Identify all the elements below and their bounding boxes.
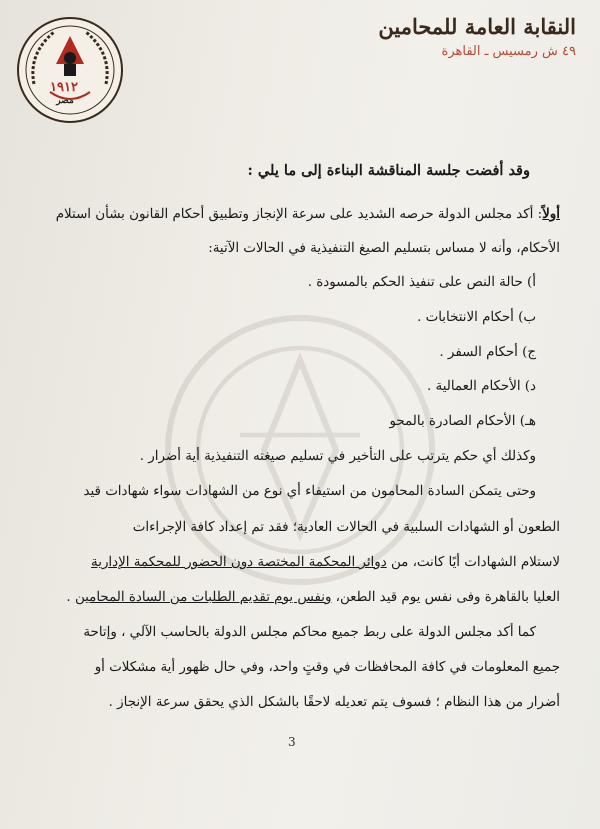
certificates-line-3 <box>50 555 560 570</box>
case-item: أ) حالة النص على تنفيذ الحكم بالمسودة . <box>307 275 536 290</box>
organization-title: النقابة العامة للمحامين <box>378 14 576 39</box>
section-heading: وقد أفضت جلسة المناقشة البناءة إلى ما يلي : <box>247 162 530 179</box>
case-item: د) الأحكام العمالية . <box>427 379 536 394</box>
certificates-underlined-text: دوائر المحكمة المختصة دون الحضور للمحكمة الإدارية <box>91 555 387 570</box>
certificates-line-4-text: العليا بالقاهرة وفى نفس يوم قيد الطعن، <box>331 590 560 605</box>
harm-paragraph: وكذلك أي حكم يترتب على التأخير في تسليم صيغته التنفيذية أية أضرار . <box>139 449 536 464</box>
page-number: 3 <box>288 735 296 749</box>
case-item: ج) أحكام السفر . <box>439 345 536 360</box>
linking-line-3: أضرار من هذا النظام ؛ فسوف يتم تعديله لاحقًا بالشكل الذي يحقق سرعة الإنجاز . <box>108 695 560 710</box>
certificates-line-1: وحتى يتمكن السادة المحامون من استيفاء أي نوع من الشهادات سواء شهادات قيد <box>83 484 536 499</box>
bar-association-logo-icon <box>14 14 126 126</box>
linking-line-2: جميع المعلومات في كافة المحافظات في وقتٍ واحد، وفي حال ظهور أية مشكلات أو <box>94 660 560 675</box>
certificates-underlined-text-2: ونفس يوم تقديم الطلبات من السادة المحامين <box>74 590 332 605</box>
case-item: هـ) الأحكام الصادرة بالمحو <box>389 414 536 429</box>
logo-year: ١٩١٢ <box>50 80 78 95</box>
first-label: أولاً <box>542 206 560 222</box>
first-paragraph-line-2: الأحكام، وأنه لا مساس بتسليم الصيغ التنفيذية في الحالات الآتية: <box>208 241 560 256</box>
first-paragraph-text: : أكد مجلس الدولة حرصه الشديد على سرعة الإنجاز وتطبيق أحكام القانون بشأن استلام <box>55 207 543 222</box>
certificates-line-3-text: لاستلام الشهادات أيًا كانت، من <box>386 555 560 570</box>
first-paragraph-line-1 <box>50 206 560 222</box>
logo-country: مصر <box>56 96 74 106</box>
case-item: ب) أحكام الانتخابات . <box>417 310 536 325</box>
certificates-line-4 <box>50 590 560 605</box>
certificates-line-2: الطعون أو الشهادات السلبية في الحالات العادية؛ فقد تم إعداد كافة الإجراءات <box>132 520 560 535</box>
linking-line-1: كما أكد مجلس الدولة على ربط جميع محاكم مجلس الدولة بالحاسب الآلي ، وإتاحة <box>83 625 536 640</box>
certificates-line-4-end: . <box>66 590 75 605</box>
organization-address: ٤٩ ش رمسيس ـ القاهرة <box>441 44 576 59</box>
